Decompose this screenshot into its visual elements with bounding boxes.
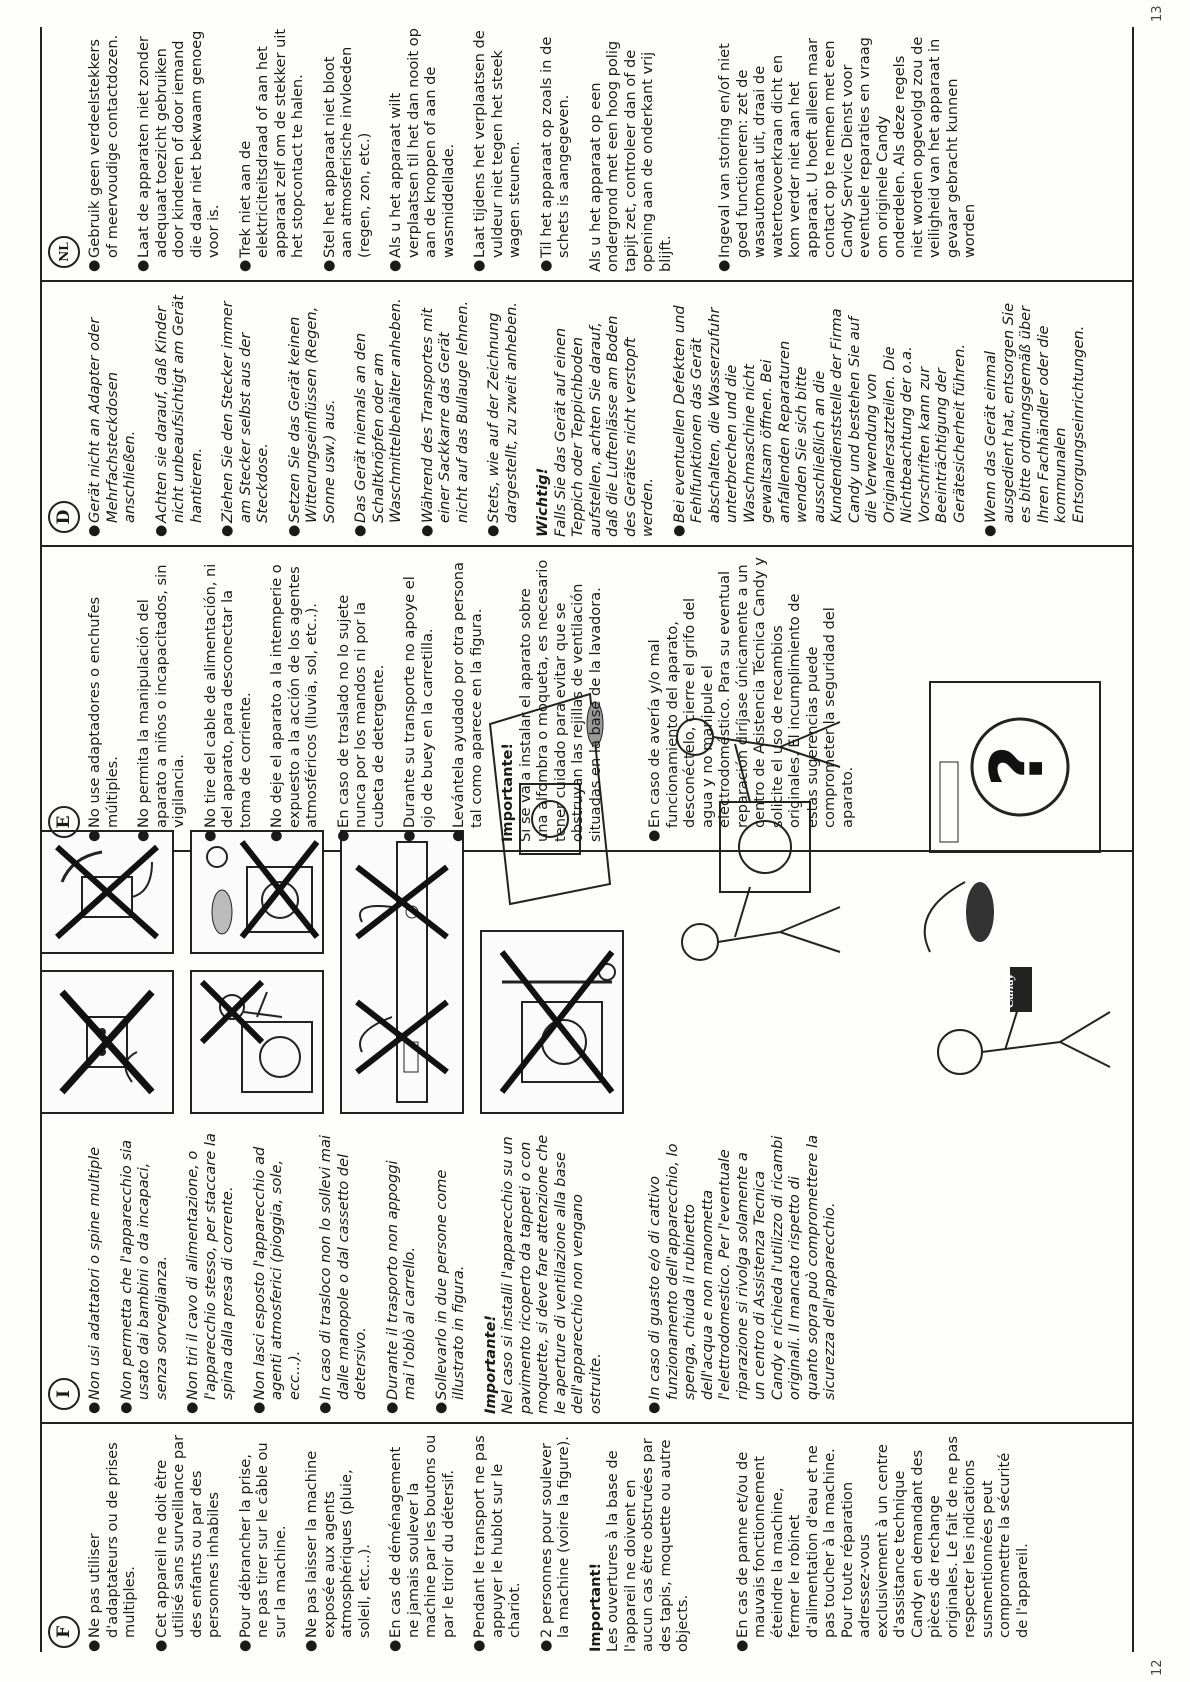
list-item: ● Levántela ayudado por otra persona tal como aparece en la figura. bbox=[450, 562, 485, 842]
list-item: ● Gerät nicht an Adapter oder Mehrfachsteckdosen anschließen. bbox=[86, 317, 138, 537]
list-item: ● In caso di guasto e/o di cattivo funzionamento dell'apparecchio, lo spenga, chiuda il rubinetto dell'acqua e non manometta l'elettrodomestico. Per l'eventuale riparazione si rivolga solamente a un centro di Assistenza Tecnica Candy e richieda l'utilizzo di ricambi originali. Il mancato rispetto di quanto sopra può compromettere la sicurezza dell'apparecchio. bbox=[646, 1134, 838, 1414]
list-item: ● Wenn das Gerät einmal ausgedient hat, entsorgen Sie es bitte ordnungsgemäß über Ihren Fachhändler oder die kommunalen Entsorgungseinrichtungen. bbox=[982, 302, 1087, 537]
list-item: ● Til het apparaat op zoals in de schets is aangegeven. bbox=[537, 36, 572, 272]
list-item: ● Non permetta che l'apparecchio sia usato dai bambini o da incapaci, senza sorveglianza. bbox=[117, 1139, 170, 1414]
bottom-rule bbox=[1132, 27, 1134, 1652]
list-item: ● Sollevarlo in due persone come illustrato in figura. bbox=[432, 1169, 467, 1414]
divider-de-nl bbox=[40, 280, 1132, 282]
language-badge-e: E bbox=[48, 806, 80, 838]
list-item: ● Pour débrancher la prise, ne pas tirer sur le câble ou sur la machine. bbox=[236, 1442, 289, 1652]
list-item: ● No permita la manipulación del aparato a niños o incapacitados, sin vigilancia. bbox=[135, 564, 187, 842]
divider-fr-it bbox=[40, 1422, 1132, 1424]
list-item: ● Non tiri il cavo di alimentazione, o l'apparecchio stesso, per staccare la spina dalla presa di corrente. bbox=[184, 1133, 236, 1414]
list-item: ● Bei eventuellen Defekten und Fehlfunktionen das Gerät abschalten, die Wasserzufuhr unterbrechen und die Waschmaschine nicht gewaltsam öffnen. Bei anfallenden Reparaturen wenden Sie sich bitte ausschließlich an die Kundendienststelle der Firma Candy und bestehen Sie auf die Verwendung von Originalersatzteilen. Die Nichtbeachtung der o.a. Vorschriften kann zur Beeinträchtigung der Gerätesicherheit führen. bbox=[670, 305, 968, 537]
list-item: ● Laat de apparaten niet zonder adequaat toezicht gebruiken door kinderen of door iemand die daar niet bekwaam genoeg voor is. bbox=[135, 30, 222, 272]
list-item: ● Setzen Sie das Gerät keinen Witterungseinflüssen (Regen, Sonne usw.) aus. bbox=[285, 306, 338, 537]
no-weather-exposure-illustration bbox=[190, 830, 324, 954]
list-item: ● Trek niet aan de elektriciteitsdraad of aan het apparaat zelf om de stekker uit het stopcontact te halen. bbox=[236, 28, 306, 272]
list-item: ● Cet appareil ne doit être utilisé sans surveillance par des enfants ou par des personnes inhabiles bbox=[152, 1434, 222, 1652]
service-call-illustration bbox=[870, 652, 1120, 1112]
list-item: ● In caso di trasloco non lo sollevi mai dalle manopole o dal cassetto del detersivo. bbox=[317, 1135, 369, 1414]
list-item: ● Stets, wie auf der Zeichnung dargestellt, zu zweit anheben. bbox=[485, 302, 520, 537]
divider-es-de bbox=[40, 545, 1132, 547]
important-note: Wichtig! Falls Sie das Gerät auf einen Teppich oder Teppichboden aufstellen, achten Sie darauf, daß die Luftenlässe am Boden des Gerätes nicht verstopft werden. bbox=[534, 315, 656, 537]
question-mark-icon: ? bbox=[975, 745, 1059, 787]
list-item: ● Ziehen Sie den Stecker immer am Stecker selbst aus der Steckdose. bbox=[219, 301, 271, 537]
language-badge-i: I bbox=[48, 1378, 80, 1410]
column-spanish bbox=[46, 557, 870, 842]
list-item: ● Pendant le transport ne pas appuyer le hublot sur le chariot. bbox=[471, 1435, 523, 1652]
column-dutch bbox=[46, 27, 993, 272]
list-item: ● Gebruik geen verdeelstekkers of meervoudige contactdozen. bbox=[86, 34, 121, 272]
list-item: ● Als u het apparaat wilt verplaatsen til het dan nooit op aan de knoppen of aan de wasmiddellade. bbox=[387, 28, 457, 272]
no-lift-by-knobs-illustration bbox=[340, 830, 464, 1114]
important-note: Als u het apparaat op een ondergrond met een hoog polig tapijt zet, controleer dan of de opening aan de onderkant vrij blijft. bbox=[586, 40, 674, 272]
page-number-right: 13 bbox=[1150, 5, 1165, 22]
list-item: ● No tire del cable de alimentación, ni del aparato, para desconectar la toma de corriente. bbox=[201, 563, 254, 842]
list-item: ● Während des Transportes mit einer Sackkarre das Gerät nicht auf das Bullauge lehnen. bbox=[418, 300, 471, 537]
no-pull-cord-illustration bbox=[40, 830, 174, 954]
list-item: ● Ne pas laisser la machine exposée aux agents atmosphériques (pluie, soleil, etc...). bbox=[303, 1450, 373, 1652]
list-item: ● Laat tijdens het verplaatsen de vuldeur niet tegen het steek wagen steunen. bbox=[471, 30, 523, 272]
list-item: ● En cas de panne et/ou de mauvais fonctionnement éteindre la machine, fermer le robinet d'alimentation d'eau et ne pas toucher à la machine. Pour toute réparation adressez-vous exclusivement à un centre d'assistance technique Candy en demandant des pièces de rechange originales. Le fait de ne pas respecter les indications susmentionnées peut compromettre la sécurité de l'appareil. bbox=[733, 1436, 1031, 1652]
list-item: ● Achten sie darauf, daß Kinder nicht unbeaufsichtigt am Gerät hantieren. bbox=[152, 294, 205, 537]
candy-logo: Candy bbox=[1001, 973, 1016, 1008]
language-badge-nl: NL bbox=[48, 236, 80, 268]
list-item: ● Das Gerät niemals an den Schaltknöpfen oder am Waschmittelbehälter anheben. bbox=[352, 298, 404, 537]
column-italian bbox=[46, 1132, 853, 1414]
no-adapter-illustration bbox=[40, 970, 174, 1114]
column-french bbox=[46, 1434, 1045, 1652]
column-german bbox=[46, 292, 1101, 537]
list-item: ● Durante su transporte no apoye el ojo de buey en la carretilla. bbox=[401, 576, 436, 842]
language-badge-f: F bbox=[48, 1616, 80, 1648]
list-item: ● No deje el aparato a la intemperie o expuesto a la acción de los agentes atmosféricos (lluvia, sol, etc..). bbox=[268, 564, 320, 842]
page-number-left: 12 bbox=[1150, 1659, 1165, 1676]
list-item: ● En cas de déménagement ne jamais soulever la machine par les boutons ou par le tiroir du détersif. bbox=[387, 1434, 457, 1652]
list-item: ● Stel het apparaat niet bloot aan atmosferische invloeden (regen, zon, etc.) bbox=[320, 46, 373, 272]
important-note: Important! Les ouvertures à la base de l'appareil ne doivent en aucun cas être obstruées par des tapis, moquette ou autre objects. bbox=[586, 1438, 691, 1652]
list-item: ● Non lasci esposto l'apparecchio ad agenti atmosferici (pioggia, sole, ecc...). bbox=[250, 1146, 303, 1414]
important-note: Importante! Nel caso si installi l'apparecchio su un pavimento ricoperto da tappeti o con moquette, si deve fare attenzione che le aperture di ventilazione alla base dell'apparecchio non vengano ostruite. bbox=[481, 1134, 604, 1414]
important-note: Importante! Si se va a instalar el aparato sobre una alfombra o moqueta, es necesario tener cuidado para evitar que se obstruyan las rejillas de ventilación situadas en la base de la lavadora. bbox=[499, 559, 604, 842]
transport-illustration bbox=[480, 930, 624, 1114]
list-item: ● Ingeval van storing en/of niet goed functioneren: zet de wasautomaat uit, draai de watertoevoerkraan dicht en kom verder niet aan het apparaat. U hoeft alleen maar contact op te nemen met een Candy Service Dienst voor eventuele reparaties en vraag om originele Candy onderdelen. Als deze regels niet worden opgevolgd zou de veiligheid van het apparaat in gevaar gebracht kunnen worden bbox=[716, 36, 978, 272]
list-item: ● Ne pas utiliser d'adaptateurs ou de prises multiples. bbox=[86, 1442, 138, 1652]
list-item: ● En caso de avería y/o mal funcionamiento del aparato, desconéctelo, cierre el grifo del agua y no manipule el electrodoméstico. Para su eventual reparación diríjase únicamente a un centro de Asistencia Técnica Candy y solicite el uso de recambios originales. El incumplimiento de estas sugerencias puede comprometer la seguridad del aparato. bbox=[646, 557, 856, 842]
list-item: ● No use adaptadores o enchufes múltiples. bbox=[86, 596, 121, 842]
list-item: ● Non usi adattatori o spine multiple bbox=[86, 1146, 103, 1414]
list-item: ● En caso de traslado no lo sujete nunca por los mandos ni por la cubeta de detergente. bbox=[334, 594, 387, 842]
no-children-illustration bbox=[190, 970, 324, 1114]
list-item: ● 2 personnes pour soulever la machine (voire la figure). bbox=[537, 1436, 572, 1652]
language-badge-d: D bbox=[48, 501, 80, 533]
list-item: ● Durante il trasporto non appoggi mai l'oblò al carrello. bbox=[383, 1160, 418, 1414]
